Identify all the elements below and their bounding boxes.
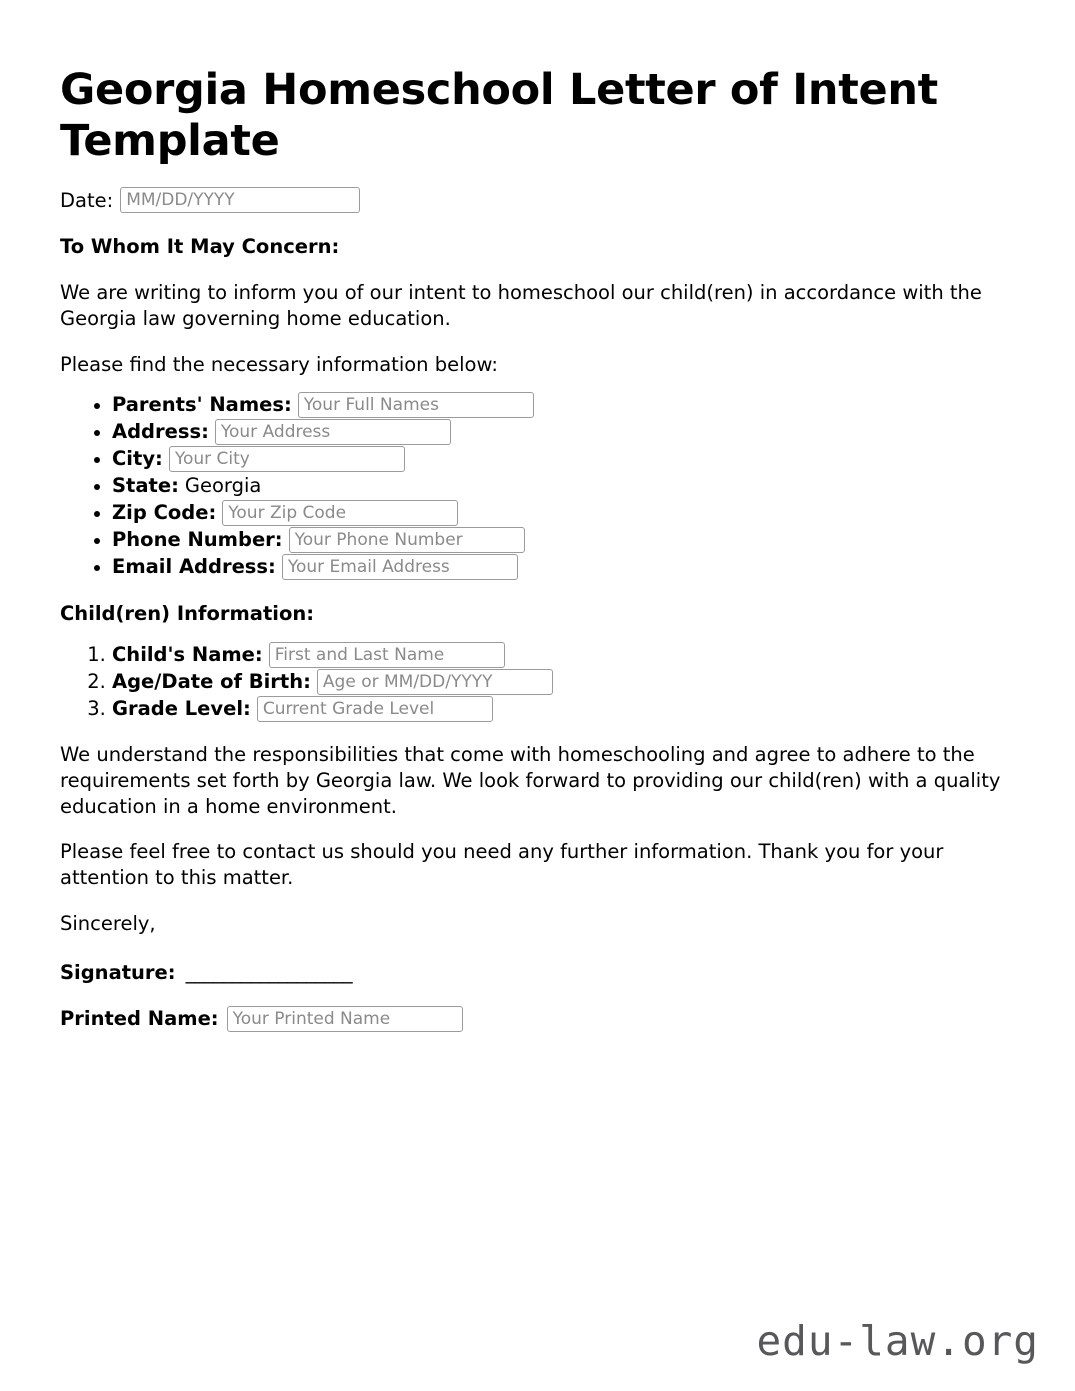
city-input[interactable]: Your City — [169, 446, 405, 472]
field-label: • City: — [112, 447, 163, 471]
field-label: • Email Address: — [112, 555, 276, 579]
field-label: • Address: — [112, 420, 209, 444]
state-value: Georgia — [184, 474, 262, 498]
site-watermark: edu-law.org — [756, 1317, 1039, 1365]
date-field-row — [60, 187, 1016, 213]
list-item — [112, 695, 1016, 722]
list-item — [112, 641, 1016, 668]
child-name-input[interactable]: First and Last Name — [269, 642, 505, 668]
list-item — [112, 499, 1016, 526]
closing-line: Sincerely, — [60, 911, 156, 935]
signature-label: Signature: — [60, 960, 176, 984]
field-label: 3. Grade Level: — [112, 697, 251, 721]
address-input[interactable]: Your Address — [215, 419, 451, 445]
info-lead-paragraph: Please find the necessary information below: — [60, 352, 498, 376]
signature-line[interactable]: __________________ — [185, 960, 353, 984]
date-label: Date: — [60, 188, 114, 212]
intro-paragraph: We are writing to inform you of our intent to homeschool our child(ren) in accordance with the Georgia law governing home education. — [60, 281, 982, 330]
list-item — [112, 391, 1016, 418]
field-label: • Zip Code: — [112, 501, 217, 525]
children-info-heading: Child(ren) Information: — [60, 602, 315, 626]
email-address-input[interactable]: Your Email Address — [282, 554, 518, 580]
grade-level-input[interactable]: Current Grade Level — [257, 696, 493, 722]
list-item — [112, 445, 1016, 472]
printed-name-row — [60, 1006, 1016, 1032]
signature-row — [60, 961, 1016, 984]
age-dob-input[interactable]: Age or MM/DD/YYYY — [317, 669, 553, 695]
salutation: To Whom It May Concern: — [60, 235, 340, 259]
printed-name-label: Printed Name: — [60, 1007, 219, 1031]
parents-names-input[interactable]: Your Full Names — [298, 392, 534, 418]
field-label: 2. Age/Date of Birth: — [112, 670, 311, 694]
page-title: Georgia Homeschool Letter of Intent Template — [60, 65, 938, 166]
list-item — [112, 668, 1016, 695]
contact-paragraph: Please feel free to contact us should you need any further information. Thank you for your attention to this matter. — [60, 840, 944, 890]
date-input[interactable]: MM/DD/YYYY — [120, 187, 360, 213]
zip-code-input[interactable]: Your Zip Code — [222, 500, 458, 526]
list-item — [112, 472, 1016, 499]
document-body — [60, 0, 1016, 1032]
child-info-list — [60, 641, 1016, 722]
list-item — [112, 526, 1016, 553]
list-item — [112, 418, 1016, 445]
field-label: 1. Child's Name: — [112, 643, 263, 667]
parent-info-list — [60, 391, 1016, 580]
list-item — [112, 553, 1016, 580]
phone-number-input[interactable]: Your Phone Number — [289, 527, 525, 553]
field-label: • Phone Number: — [112, 528, 283, 552]
understanding-paragraph: We understand the responsibilities that come with homeschooling and agree to adhere to the requirements set forth by Georgia law. We look forward to providing our child(ren) with a quality education in a home environment. — [60, 743, 1001, 818]
field-label: • Parents' Names: — [112, 393, 292, 417]
printed-name-input[interactable]: Your Printed Name — [227, 1006, 463, 1032]
field-label: • State: — [112, 474, 179, 498]
